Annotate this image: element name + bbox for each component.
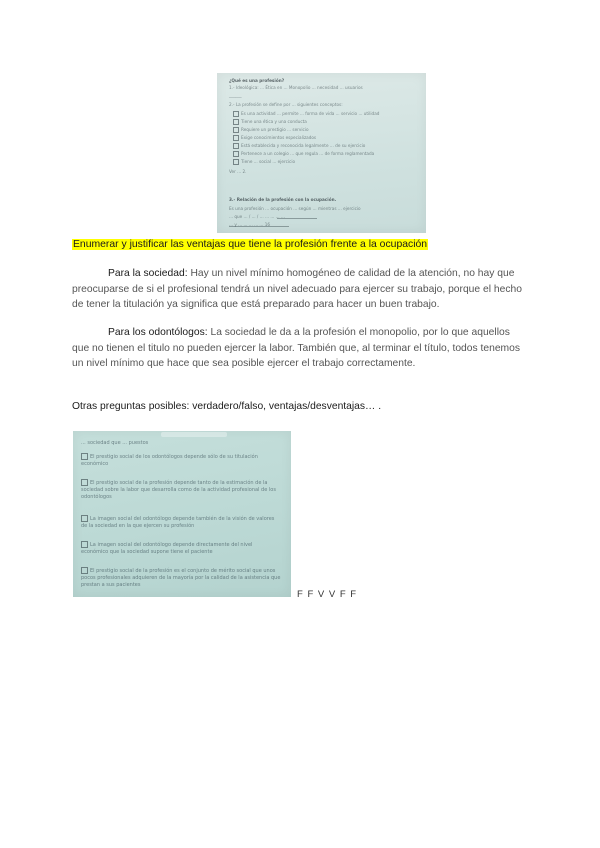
paragraph-society: [72, 266, 528, 313]
checkbox-icon: [81, 567, 88, 574]
sheet-line: ... sociedad que ... puestos: [81, 440, 149, 446]
sheet-line: Exige conocimientos especializados: [233, 135, 316, 141]
sheet-line: Está establecida y reconocida legalmente ... de su ejercicio: [233, 143, 365, 149]
quiz-item: El prestigio social de la profesión depende tanto de la estimación de la sociedad sobre la labor que desarrolla como de la actividad profesional de los odontólogos: [81, 480, 276, 500]
highlighted-question: Enumerar y justificar las ventajas que tiene la profesión frente a la ocupación: [73, 239, 428, 250]
checkbox-icon: [81, 515, 88, 522]
sheet-line: Es una profesión ... ocupación ... según ... mientras ... ejercicio: [229, 206, 361, 211]
paragraph-text: La sociedad le da a la profesión el monopolio, por lo que aquellos que no tienen el titulo no pueden ejercer la labor. También que, al terminar el título, todos tenemos un nivel mínimo que hace que sea posible ejercer el trabajo correctamente.: [72, 327, 521, 370]
sheet-line: Ver ... 2.: [229, 169, 247, 174]
sheet-line: 2.- La profesión se define por ... siguientes conceptos:: [229, 102, 343, 107]
sheet-line: Es una actividad ... permite ... forma de vida ... servicio ... utilidad: [233, 111, 379, 117]
sheet-line: ¿Qué es una profesión?: [229, 78, 285, 83]
paragraph-label: Para la sociedad:: [108, 268, 188, 279]
quiz-item: La imagen social del odontólogo depende también de la visión de valores de la sociedad en la que ejercen su profesión: [81, 516, 275, 529]
sheet-line: Pertenece a un colegio ... que regula ... de forma reglamentada: [233, 151, 374, 157]
sheet-line: ... y ... ... ... ... ... 16: [229, 222, 271, 227]
answer-key: F F V V F F: [297, 589, 358, 600]
sheet-line: ... que ... / ... / ... ... ... ... ...: [229, 214, 285, 219]
quiz-item: El prestigio social de la profesión es el conjunto de mérito social que unos pocos profesionales adquieren de la mayoría por la calidad de la asistencia que prestan a sus pacientes: [81, 568, 281, 588]
quiz-item: El prestigio social de los odontólogos depende sólo de su titulación económico: [81, 454, 258, 467]
quiz-photo-bottom: [73, 431, 291, 597]
sheet-line: Requiere un prestigio ... servicio: [233, 127, 309, 133]
checkbox-icon: [233, 119, 239, 125]
checkbox-icon: [81, 453, 88, 460]
checkbox-icon: [233, 143, 239, 149]
sheet-line: ______: [229, 93, 242, 98]
checkbox-icon: [233, 151, 239, 157]
sheet-line: Tiene ... social ... ejercicio: [233, 159, 295, 165]
paragraph-label: Para los odontólogos:: [108, 327, 208, 338]
worksheet-photo-top: [217, 73, 426, 233]
checkbox-icon: [233, 159, 239, 165]
other-questions-note: Otras preguntas posibles: verdadero/falso, ventajas/desventajas… .: [72, 401, 382, 412]
fill-in-line: [229, 226, 289, 227]
app-tab-bar: [161, 432, 227, 437]
checkbox-icon: [233, 127, 239, 133]
sheet-line: 1.- Ideológica: ... Ética en ... Monopolio ... necesidad ... usuarios: [229, 85, 363, 90]
sheet-line: 3.- Relación de la profesión con la ocupación.: [229, 197, 337, 202]
checkbox-icon: [81, 479, 88, 486]
quiz-item: La imagen social del odontólogo depende directamente del nivel económico que la sociedad supone tiene el paciente: [81, 542, 253, 555]
checkbox-icon: [233, 111, 239, 117]
paragraph-dentists: [72, 325, 528, 372]
fill-in-line: [277, 218, 317, 219]
sheet-line: Tiene una ética y una conducta: [233, 119, 307, 125]
checkbox-icon: [81, 541, 88, 548]
checkbox-icon: [233, 135, 239, 141]
paragraph-text: Hay un nivel mínimo homogéneo de calidad de la atención, no hay que preocuparse de si el profesional tendrá un nivel adecuado para ejercer su trabajo, porque el hecho de tener la titulación ya significa que está preparado para hacer un buen trabajo.: [72, 268, 522, 311]
